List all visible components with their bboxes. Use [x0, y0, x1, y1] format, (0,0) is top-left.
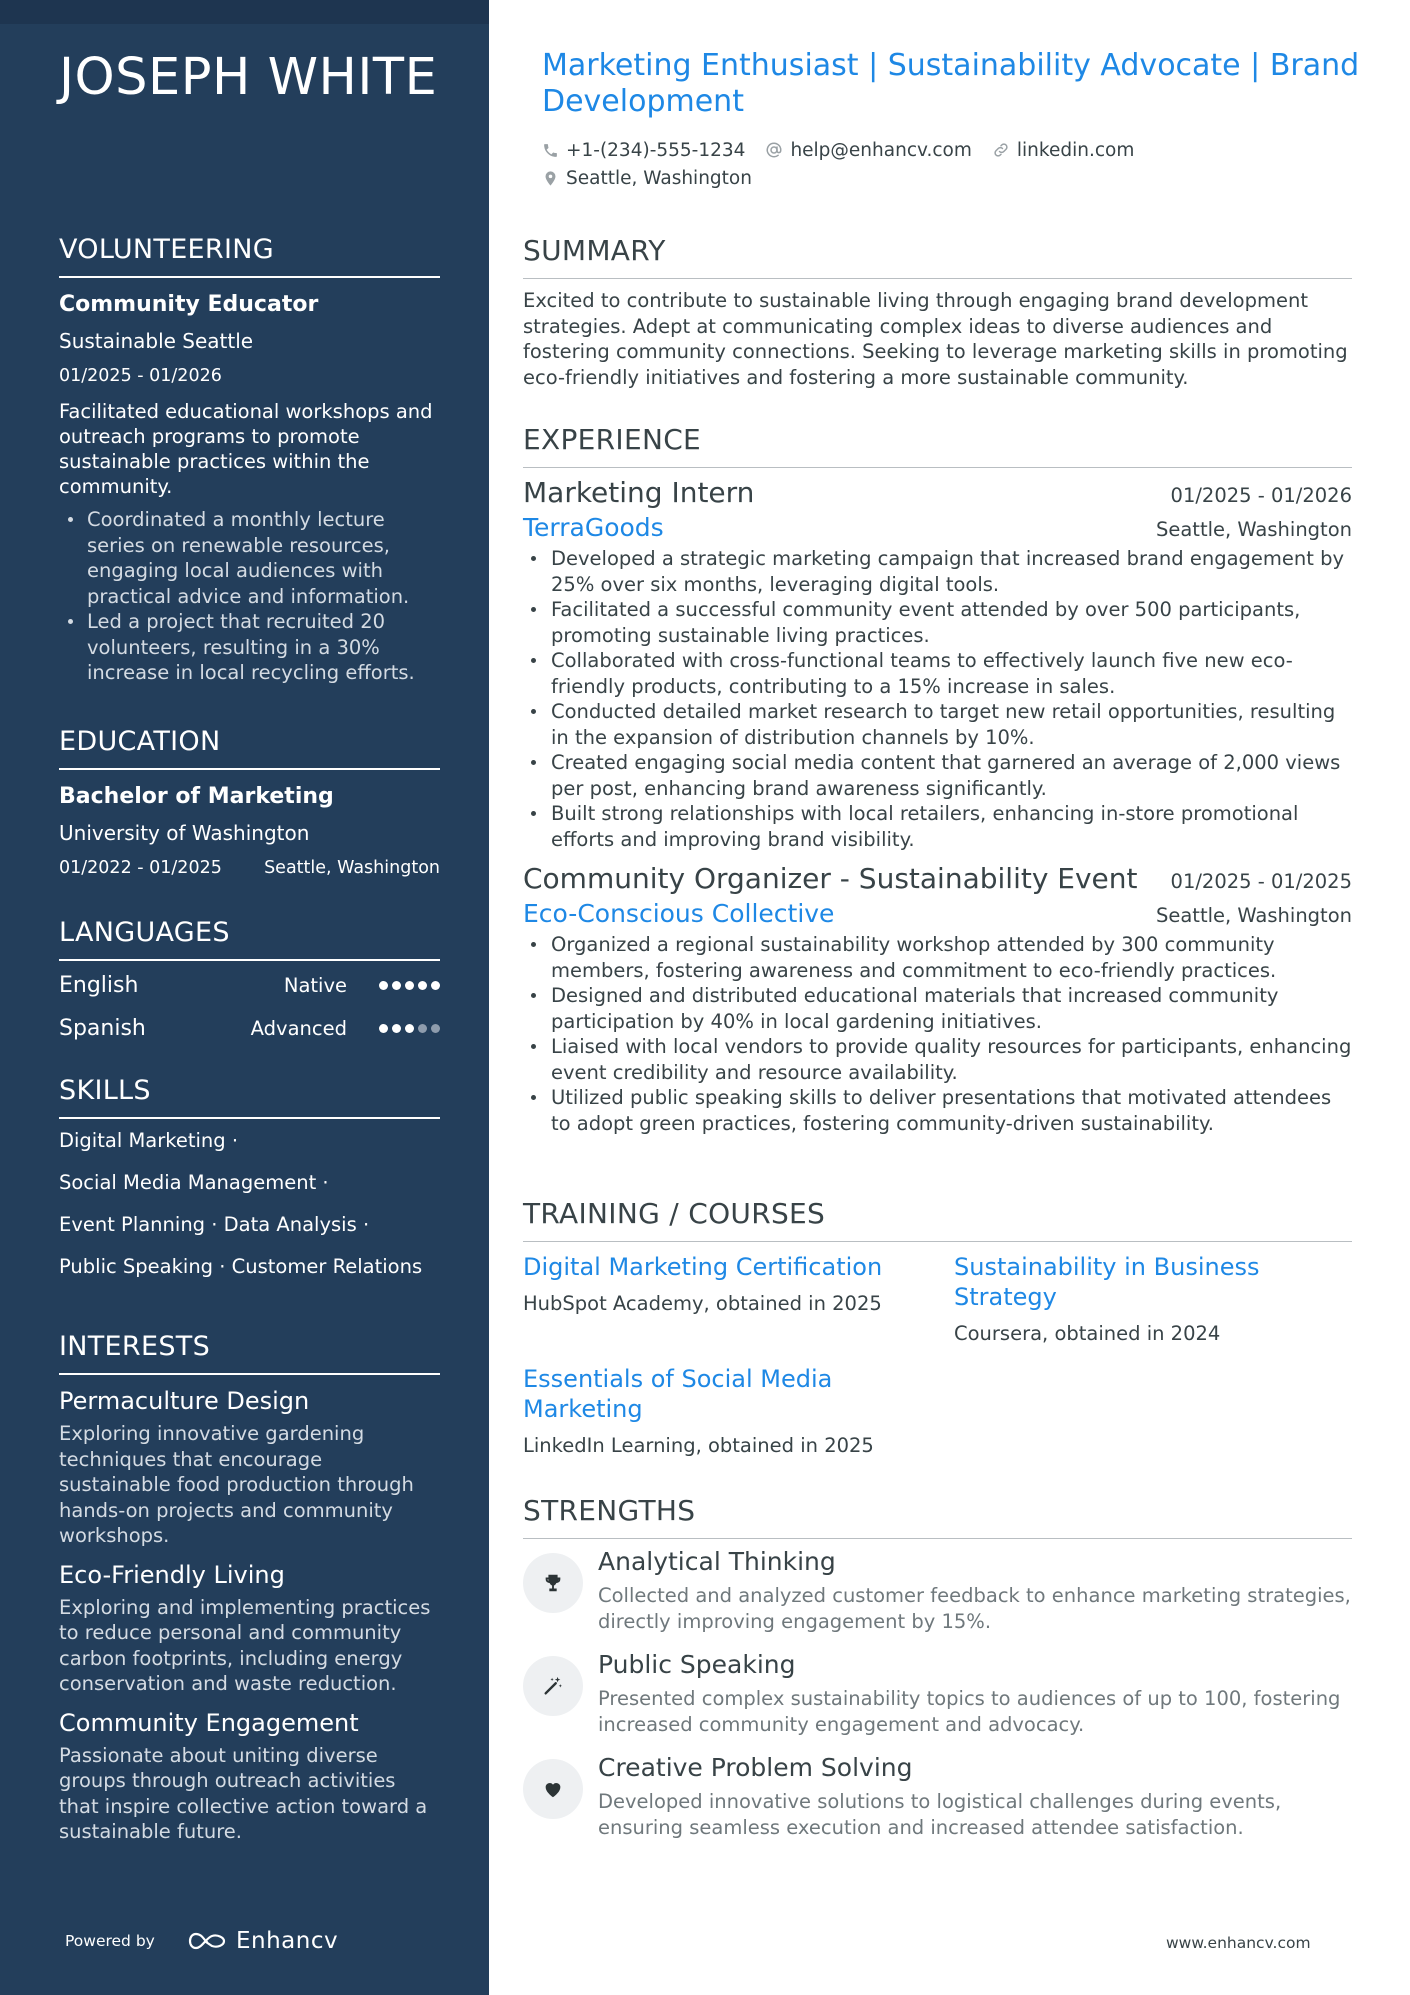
summary-text: Excited to contribute to sustainable living through engaging brand development strategies. Adept at communicating complex ideas to diverse audiences and fostering community connections. Seeking to leverage marketing skills in promoting eco-friendly initiatives and fostering a more sustainable community.	[523, 289, 1348, 389]
language-row	[59, 1007, 440, 1050]
list-item: Utilized public speaking skills to deliver presentations that motivated attendees to adopt green practices, fostering community-driven sustainability.	[523, 1085, 1352, 1136]
skill-line: Event Planning · Data Analysis ·	[59, 1213, 370, 1236]
strength-text: Collected and analyzed customer feedback to enhance marketing strategies, directly improving engagement by 15%.	[598, 1584, 1351, 1633]
powered-by-label: Powered by	[65, 1932, 155, 1950]
enhancv-brand: Enhancv	[236, 1928, 339, 1954]
experience-section	[523, 423, 1352, 1136]
phone-text: +1-(234)-555-1234	[566, 139, 746, 161]
interest-title: Permaculture Design	[59, 1387, 310, 1415]
volunteering-bullets	[59, 507, 440, 686]
phone-icon	[542, 142, 559, 159]
skill-line: Social Media Management ·	[59, 1171, 329, 1194]
location-text: Seattle, Washington	[566, 167, 752, 189]
rating-dot-filled	[405, 981, 414, 990]
list-item: Created engaging social media content that garnered an average of 2,000 views per post, enhancing brand awareness significantly.	[523, 750, 1352, 801]
email-text: help@enhancv.com	[790, 139, 972, 161]
infinity-icon	[184, 1930, 230, 1952]
training-title: TRAINING / COURSES	[523, 1197, 1352, 1242]
interest-text: Exploring and implementing practices to reduce personal and community carbon footprints, including energy conservation and waste reduction.	[59, 1595, 431, 1695]
summary-title: SUMMARY	[523, 234, 1352, 279]
course-provider: Coursera, obtained in 2024	[954, 1322, 1221, 1345]
list-item: Coordinated a monthly lecture series on renewable resources, engaging local audiences with practical advice and information.	[59, 507, 440, 609]
summary-section	[523, 234, 1352, 390]
job-entry	[523, 862, 1352, 1136]
language-name: English	[59, 973, 139, 998]
job-location: Seattle, Washington	[1155, 518, 1352, 541]
volunteering-section	[59, 234, 440, 686]
volunteering-dates: 01/2025 - 01/2026	[59, 366, 222, 386]
at-icon	[765, 141, 783, 159]
rating-dot-filled	[418, 981, 427, 990]
link-icon	[992, 141, 1010, 159]
contact-linkedin[interactable]	[992, 140, 1134, 161]
heart-icon	[523, 1759, 583, 1819]
education-section	[59, 726, 440, 878]
list-item: Designed and distributed educational materials that increased community participation by 40% in local gardening initiatives.	[523, 983, 1352, 1034]
course-item	[954, 1252, 1314, 1345]
interest-title: Eco-Friendly Living	[59, 1560, 285, 1589]
languages-title: LANGUAGES	[59, 917, 440, 961]
language-row	[59, 964, 440, 1007]
education-dates: 01/2022 - 01/2025	[59, 858, 222, 878]
interest-text: Exploring innovative gardening techniques that encourage sustainable food production through hands-on projects and community workshops.	[59, 1422, 414, 1547]
contact-phone[interactable]	[542, 140, 745, 161]
rating-dot-empty	[431, 1024, 440, 1033]
contact-location	[542, 168, 752, 189]
training-section	[523, 1197, 1352, 1482]
course-item	[523, 1252, 923, 1315]
volunteering-role: Community Educator	[59, 292, 319, 317]
course-item	[523, 1364, 883, 1457]
strength-title: Creative Problem Solving	[598, 1753, 913, 1782]
volunteering-title: VOLUNTEERING	[59, 234, 440, 278]
list-item: Led a project that recruited 20 volunteers, resulting in a 30% increase in local recycling efforts.	[59, 609, 440, 686]
job-dates: 01/2025 - 01/2025	[1170, 870, 1352, 893]
rating-dot-filled	[392, 981, 401, 990]
job-bullets	[523, 932, 1352, 1136]
language-level: Native	[283, 974, 347, 997]
job-location: Seattle, Washington	[1155, 904, 1352, 927]
linkedin-text: linkedin.com	[1016, 139, 1135, 161]
skill-line: Public Speaking · Customer Relations	[59, 1255, 423, 1278]
course-provider: LinkedIn Learning, obtained in 2025	[523, 1434, 874, 1457]
volunteering-description: Facilitated educational workshops and outreach programs to promote sustainable practices within the community.	[59, 400, 433, 498]
candidate-name: JOSEPH WHITE	[59, 48, 438, 107]
skill-line: Digital Marketing ·	[59, 1129, 239, 1152]
rating-dot-filled	[392, 1024, 401, 1033]
job-bullets	[523, 546, 1352, 852]
enhancv-logo[interactable]	[184, 1928, 338, 1954]
rating-dot-filled	[379, 981, 388, 990]
languages-section	[59, 917, 440, 1050]
list-item: Organized a regional sustainability workshop attended by 300 community members, fostering awareness and commitment to eco-friendly practices.	[523, 932, 1352, 983]
location-pin-icon	[542, 169, 559, 188]
footer-url[interactable]: www.enhancv.com	[1166, 1934, 1311, 1952]
language-rating	[379, 1024, 440, 1033]
interest-text: Passionate about uniting diverse groups through outreach activities that inspire collective action toward a sustainable future.	[59, 1743, 428, 1843]
interest-title: Community Engagement	[59, 1708, 359, 1737]
skills-title: SKILLS	[59, 1075, 440, 1119]
volunteering-org: Sustainable Seattle	[59, 329, 254, 353]
headline: Marketing Enthusiast | Sustainability Advocate | Brand Development	[542, 48, 1360, 119]
sidebar-top-band	[0, 0, 489, 24]
skills-section	[59, 1075, 440, 1288]
strength-title: Analytical Thinking	[598, 1547, 836, 1576]
job-role: Marketing Intern	[523, 476, 755, 509]
magic-wand-icon	[523, 1656, 583, 1716]
education-meta	[59, 858, 440, 878]
language-rating	[379, 981, 440, 990]
rating-dot-filled	[431, 981, 440, 990]
strengths-title: STRENGTHS	[523, 1494, 1352, 1539]
experience-title: EXPERIENCE	[523, 423, 1352, 468]
interests-title: INTERESTS	[59, 1331, 440, 1375]
strength-title: Public Speaking	[598, 1650, 796, 1679]
list-item: Liaised with local vendors to provide quality resources for participants, enhancing event credibility and resource availability.	[523, 1034, 1352, 1085]
strength-text: Developed innovative solutions to logistical challenges during events, ensuring seamless execution and increased attendee satisfaction.	[598, 1790, 1282, 1839]
list-item: Developed a strategic marketing campaign that increased brand engagement by 25% over six months, leveraging digital tools.	[523, 546, 1352, 597]
list-item: Built strong relationships with local retailers, enhancing in-store promotional efforts and improving brand visibility.	[523, 801, 1352, 852]
interests-section	[59, 1331, 440, 1845]
job-role: Community Organizer - Sustainability Event	[523, 862, 1138, 895]
course-title[interactable]: Digital Marketing Certification	[523, 1253, 883, 1281]
language-level: Advanced	[250, 1017, 347, 1040]
language-name: Spanish	[59, 1016, 146, 1041]
list-item: Conducted detailed market research to target new retail opportunities, resulting in the expansion of distribution channels by 10%.	[523, 699, 1352, 750]
job-dates: 01/2025 - 01/2026	[1170, 484, 1352, 507]
course-title[interactable]: Essentials of Social Media Marketing	[523, 1365, 833, 1423]
course-provider: HubSpot Academy, obtained in 2025	[523, 1292, 882, 1315]
rating-dot-filled	[405, 1024, 414, 1033]
trophy-icon	[523, 1553, 583, 1613]
job-entry	[523, 476, 1352, 852]
contact-block	[542, 136, 1134, 192]
education-degree: Bachelor of Marketing	[59, 784, 334, 809]
list-item: Collaborated with cross-functional teams to effectively launch five new eco-friendly products, contributing to a 15% increase in sales.	[523, 648, 1352, 699]
rating-dot-empty	[418, 1024, 427, 1033]
education-title: EDUCATION	[59, 726, 440, 770]
education-location: Seattle, Washington	[264, 858, 440, 878]
job-company[interactable]: Eco-Conscious Collective	[523, 899, 835, 928]
rating-dot-filled	[379, 1024, 388, 1033]
contact-email[interactable]	[765, 140, 971, 161]
education-school: University of Washington	[59, 821, 310, 845]
strength-text: Presented complex sustainability topics to audiences of up to 100, fostering increased community engagement and advocacy.	[598, 1687, 1341, 1736]
job-company[interactable]: TerraGoods	[523, 513, 664, 542]
list-item: Facilitated a successful community event attended by over 500 participants, promoting sustainable living practices.	[523, 597, 1352, 648]
course-title[interactable]: Sustainability in Business Strategy	[954, 1253, 1260, 1311]
strengths-section	[523, 1494, 1352, 1539]
